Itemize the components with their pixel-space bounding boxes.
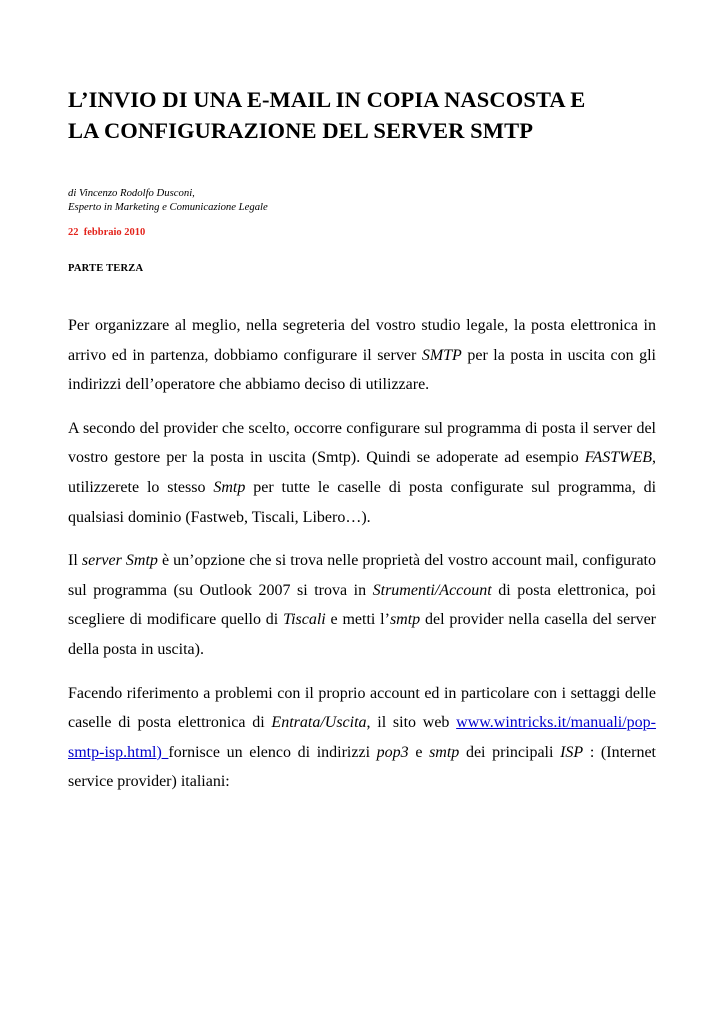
p4-entrata-uscita: Entrata/Uscita	[271, 714, 367, 732]
title-line-1: L’INVIO DI UNA E-MAIL IN COPIA NASCOSTA E	[68, 87, 586, 112]
paragraph-1	[68, 311, 656, 400]
paragraph-2	[68, 414, 656, 532]
p2-smtp: Smtp	[213, 478, 246, 496]
paragraph-3	[68, 546, 656, 664]
p2-text-e: per tutte le caselle di posta configurate sul programma, di qualsiasi dominio (Fastweb, Tiscali, Libero…).	[68, 478, 657, 526]
author-name: di Vincenzo Rodolfo Dusconi,	[68, 187, 195, 199]
paragraph-4	[68, 679, 656, 797]
p4-text-j: : (Internet service provider) italiani:	[68, 743, 656, 791]
p2-text-a: A secondo del provider che scelto, occorre configurare sul programma di posta il server del vostro gestore per la posta in uscita (Smtp). Quindi se adoperate ad esempio	[68, 419, 656, 467]
p3-tiscali: Tiscali	[283, 611, 326, 629]
p1-text-c: per la posta in uscita con gli indirizzi dell’operatore che abbiamo deciso di utilizzare.	[68, 346, 656, 394]
p4-text-f: e	[408, 743, 430, 761]
p4-text-a: Facendo riferimento a problemi con il proprio account ed in particolare con i settaggi delle caselle di posta elettronica di	[68, 684, 656, 732]
p4-text-c: , il sito web	[366, 714, 457, 732]
author-role: Esperto in Marketing e Comunicazione Legale	[68, 201, 268, 213]
wintricks-link[interactable]: www.wintricks.it/manuali/pop-smtp-isp.html)	[68, 714, 656, 761]
document-body	[68, 311, 656, 797]
p3-text-g: e metti l’	[325, 611, 390, 629]
author-block	[68, 186, 656, 214]
section-heading: PARTE TERZA	[68, 263, 144, 274]
document-page	[68, 84, 656, 811]
p4-text-d: fornisce un elenco di indirizzi	[168, 743, 377, 761]
document-title	[68, 84, 656, 146]
p3-text-i: del provider nella casella del server della posta in uscita).	[68, 611, 657, 658]
p2-fastweb: FASTWEB	[584, 449, 652, 467]
p4-text-h: dei principali	[459, 743, 561, 761]
p3-text-a: Il	[68, 552, 82, 570]
p3-strumenti-account: Strumenti/Account	[372, 581, 492, 599]
p1-text-a: Per organizzare al meglio, nella segreteria del vostro studio legale, la posta elettronica in arrivo ed in partenza, dobbiamo configurare il server	[68, 317, 656, 364]
publication-date: 22 febbraio 2010	[68, 227, 146, 238]
p3-text-c: è un’opzione che si trova nelle proprietà del vostro account mail, configurato sul programma (su Outlook 2007 si trova in	[68, 552, 657, 599]
p3-smtp: smtp	[389, 611, 421, 629]
p3-server-smtp: server Smtp	[81, 552, 158, 570]
title-line-2: LA CONFIGURAZIONE DEL SERVER SMTP	[68, 118, 534, 143]
p1-smtp: SMTP	[421, 346, 462, 364]
p4-pop3: pop3	[376, 743, 409, 761]
p3-text-e: di posta elettronica, poi scegliere di modificare quello di	[68, 581, 656, 629]
p4-smtp: smtp	[429, 743, 460, 761]
p2-text-c: , utilizzerete lo stesso	[68, 449, 656, 496]
p4-isp: ISP	[560, 743, 584, 761]
